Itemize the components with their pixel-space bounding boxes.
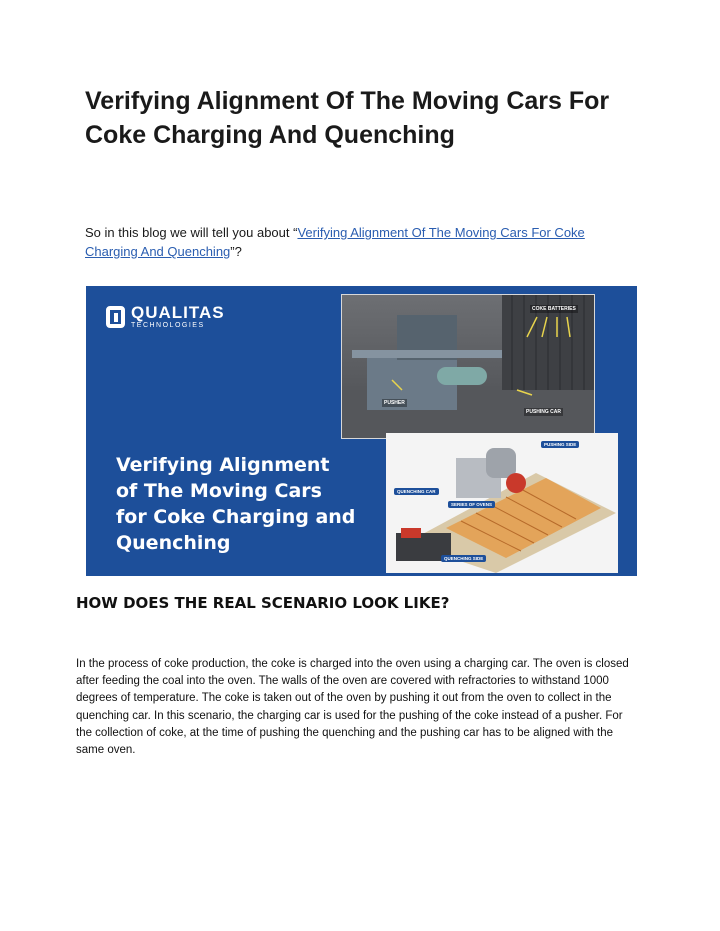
body-paragraph: In the process of coke production, the coke is charged into the oven using a charging car. The oven is closed after feeding the coal into the oven. The walls of the oven are covered with refractories to withstand 1000 degrees of temperature. The coke is taken out of the oven by pushing it out from the oven to collect in the quenching car. In this scenario, the charging car is used for the pushing of the coke instead of a pusher. For the collection of coke, at the time of pushing the quenching and the pushing car has to be aligned with the same oven. bbox=[76, 658, 629, 757]
intro-text: So in this blog we will tell you about “ bbox=[85, 225, 298, 240]
logo-subtitle: TECHNOLOGIES bbox=[131, 322, 205, 329]
section-heading: HOW DOES THE REAL SCENARIO LOOK LIKE? bbox=[76, 594, 450, 612]
label-pushing-side: PUSHING SIDE bbox=[541, 441, 579, 448]
oven-cutaway-illustration bbox=[386, 433, 618, 573]
logo-mark-icon bbox=[106, 306, 125, 328]
qualitas-logo bbox=[106, 304, 225, 330]
label-quenching-side: QUENCHING SIDE bbox=[441, 555, 486, 562]
label-series-of-ovens: SERIES OF OVENS bbox=[448, 501, 495, 508]
banner-title: Verifying Alignment of The Moving Cars for Coke Charging and Quenching bbox=[116, 454, 356, 554]
label-pushing-car: PUSHING CAR bbox=[526, 409, 562, 415]
blog-title-link[interactable]: Verifying Alignment Of The Moving Cars For Coke Charging And Quenching bbox=[85, 225, 585, 259]
coke-battery-illustration bbox=[342, 295, 595, 439]
label-pusher: PUSHER bbox=[384, 400, 405, 406]
oven-diagram bbox=[386, 433, 618, 573]
coke-battery-photo bbox=[341, 294, 595, 439]
hero-banner-image bbox=[86, 286, 637, 576]
label-coke-batteries: COKE BATTERIES bbox=[532, 306, 576, 312]
label-quenching-car: QUENCHING CAR bbox=[394, 488, 439, 495]
intro-text-end: ”? bbox=[230, 244, 242, 259]
logo-name: QUALITAS bbox=[131, 303, 225, 322]
intro-paragraph bbox=[85, 223, 625, 261]
page-title: Verifying Alignment Of The Moving Cars For Coke Charging And Quenching bbox=[85, 87, 610, 149]
